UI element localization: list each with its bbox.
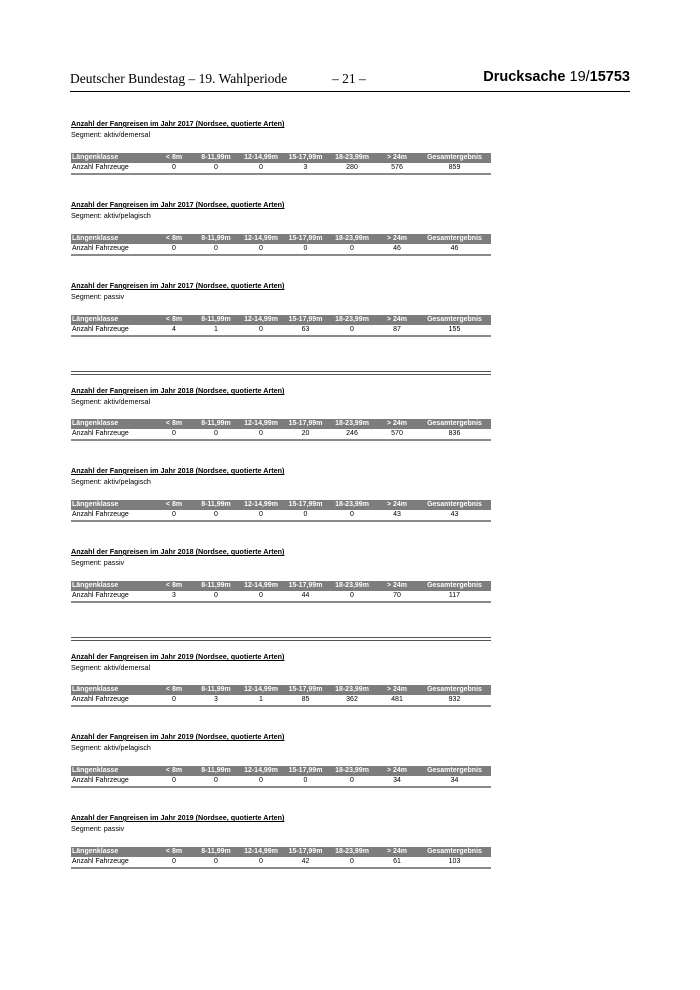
column-header: Längenklasse	[71, 315, 155, 325]
section-title: Anzahl der Fangreisen im Jahr 2018 (Nordsee, quotierte Arten)	[71, 386, 285, 395]
total-cell: 859	[418, 163, 491, 174]
value-cell: 0	[283, 510, 328, 521]
value-cell: 570	[376, 429, 418, 440]
row-label: Anzahl Fahrzeuge	[71, 325, 155, 336]
column-header: Längenklasse	[71, 234, 155, 244]
table-header-row	[71, 500, 491, 510]
header-document-label: Drucksache	[483, 69, 566, 85]
column-header: > 24m	[376, 234, 418, 244]
total-cell: 46	[418, 244, 491, 255]
column-header: 15-17,99m	[283, 315, 328, 325]
column-header: 12-14,99m	[239, 153, 283, 163]
value-cell: 0	[239, 163, 283, 174]
column-header: 12-14,99m	[239, 419, 283, 429]
table-section-2018-demersal	[71, 386, 491, 437]
column-header: 12-14,99m	[239, 685, 283, 695]
table-section-2019-pelagisch	[71, 732, 491, 784]
column-header: 12-14,99m	[239, 766, 283, 776]
table-section-2019-passiv	[71, 813, 491, 865]
section-title: Anzahl der Fangreisen im Jahr 2017 (Nordsee, quotierte Arten)	[71, 119, 285, 128]
value-cell: 0	[193, 857, 239, 868]
section-title: Anzahl der Fangreisen im Jahr 2019 (Nordsee, quotierte Arten)	[71, 813, 285, 822]
column-header: Gesamtergebnis	[418, 581, 491, 591]
section-title: Anzahl der Fangreisen im Jahr 2017 (Nordsee, quotierte Arten)	[71, 200, 285, 209]
row-label: Anzahl Fahrzeuge	[71, 163, 155, 174]
total-cell: 34	[418, 776, 491, 787]
column-header: 8-11,99m	[193, 581, 239, 591]
header-page-number: – 21 –	[332, 71, 366, 86]
value-cell: 0	[193, 510, 239, 521]
value-cell: 481	[376, 695, 418, 706]
total-cell: 836	[418, 429, 491, 440]
section-title: Anzahl der Fangreisen im Jahr 2017 (Nordsee, quotierte Arten)	[71, 281, 285, 290]
table-row	[71, 325, 491, 336]
header-document-prefix: 19/	[569, 69, 590, 85]
value-cell: 0	[239, 429, 283, 440]
table-section-2017-pelagisch	[71, 200, 491, 252]
value-cell: 34	[376, 776, 418, 787]
table-header-row	[71, 153, 491, 163]
value-cell: 4	[155, 325, 193, 336]
column-header: 8-11,99m	[193, 153, 239, 163]
column-header: Längenklasse	[71, 419, 155, 429]
value-cell: 0	[328, 510, 376, 521]
value-cell: 0	[328, 776, 376, 787]
column-header: 15-17,99m	[283, 847, 328, 857]
section-segment: Segment: aktiv/pelagisch	[71, 211, 151, 220]
value-cell: 0	[239, 244, 283, 255]
total-cell: 155	[418, 325, 491, 336]
value-cell: 46	[376, 244, 418, 255]
value-cell: 280	[328, 163, 376, 174]
value-cell: 0	[328, 325, 376, 336]
total-cell: 43	[418, 510, 491, 521]
column-header: Gesamtergebnis	[418, 419, 491, 429]
column-header: Längenklasse	[71, 500, 155, 510]
table-row	[71, 429, 491, 440]
section-title: Anzahl der Fangreisen im Jahr 2018 (Nordsee, quotierte Arten)	[71, 466, 285, 475]
row-label: Anzahl Fahrzeuge	[71, 776, 155, 787]
table-section-2018-passiv	[71, 547, 491, 599]
column-header: Längenklasse	[71, 685, 155, 695]
table-header-row	[71, 581, 491, 591]
value-cell: 1	[193, 325, 239, 336]
column-header: 12-14,99m	[239, 581, 283, 591]
table-section-2019-demersal	[71, 652, 491, 703]
value-cell: 20	[283, 429, 328, 440]
column-header: 15-17,99m	[283, 234, 328, 244]
table-header-row	[71, 419, 491, 429]
column-header: 8-11,99m	[193, 766, 239, 776]
value-cell: 0	[193, 244, 239, 255]
column-header: 15-17,99m	[283, 500, 328, 510]
data-table	[71, 766, 491, 788]
value-cell: 0	[283, 244, 328, 255]
column-header: 15-17,99m	[283, 685, 328, 695]
value-cell: 0	[283, 776, 328, 787]
column-header: 18-23,99m	[328, 685, 376, 695]
section-segment: Segment: aktiv/demersal	[71, 397, 151, 406]
section-segment: Segment: passiv	[71, 558, 125, 567]
column-header: 12-14,99m	[239, 500, 283, 510]
column-header: Gesamtergebnis	[418, 685, 491, 695]
data-table	[71, 419, 491, 441]
column-header: < 8m	[155, 419, 193, 429]
value-cell: 1	[239, 695, 283, 706]
column-header: < 8m	[155, 153, 193, 163]
year-separator	[71, 371, 491, 375]
value-cell: 0	[193, 163, 239, 174]
table-header-row	[71, 847, 491, 857]
column-header: 18-23,99m	[328, 766, 376, 776]
column-header: 15-17,99m	[283, 581, 328, 591]
total-cell: 117	[418, 591, 491, 602]
table-row	[71, 163, 491, 174]
header-publication: Deutscher Bundestag – 19. Wahlperiode	[70, 71, 288, 86]
value-cell: 0	[239, 510, 283, 521]
column-header: Gesamtergebnis	[418, 153, 491, 163]
row-label: Anzahl Fahrzeuge	[71, 244, 155, 255]
section-segment: Segment: passiv	[71, 292, 125, 301]
table-section-2017-demersal	[71, 119, 491, 171]
column-header: Längenklasse	[71, 153, 155, 163]
value-cell: 3	[155, 591, 193, 602]
column-header: < 8m	[155, 500, 193, 510]
header-document-id: 15753	[589, 69, 630, 85]
column-header: Längenklasse	[71, 581, 155, 591]
column-header: 8-11,99m	[193, 419, 239, 429]
column-header: < 8m	[155, 766, 193, 776]
table-row	[71, 510, 491, 521]
column-header: 12-14,99m	[239, 234, 283, 244]
row-label: Anzahl Fahrzeuge	[71, 695, 155, 706]
section-segment: Segment: aktiv/pelagisch	[71, 477, 151, 486]
column-header: 18-23,99m	[328, 234, 376, 244]
column-header: > 24m	[376, 315, 418, 325]
value-cell: 3	[193, 695, 239, 706]
row-label: Anzahl Fahrzeuge	[71, 510, 155, 521]
header-document-number	[483, 69, 630, 85]
column-header: 18-23,99m	[328, 847, 376, 857]
total-cell: 932	[418, 695, 491, 706]
value-cell: 0	[239, 857, 283, 868]
column-header: 8-11,99m	[193, 234, 239, 244]
row-label: Anzahl Fahrzeuge	[71, 429, 155, 440]
column-header: Gesamtergebnis	[418, 766, 491, 776]
value-cell: 0	[155, 857, 193, 868]
column-header: 15-17,99m	[283, 153, 328, 163]
value-cell: 44	[283, 591, 328, 602]
section-segment: Segment: passiv	[71, 824, 125, 833]
value-cell: 0	[193, 429, 239, 440]
value-cell: 0	[239, 591, 283, 602]
column-header: 8-11,99m	[193, 500, 239, 510]
column-header: 12-14,99m	[239, 315, 283, 325]
column-header: 18-23,99m	[328, 500, 376, 510]
row-label: Anzahl Fahrzeuge	[71, 591, 155, 602]
value-cell: 3	[283, 163, 328, 174]
value-cell: 0	[328, 857, 376, 868]
column-header: Gesamtergebnis	[418, 500, 491, 510]
column-header: 15-17,99m	[283, 419, 328, 429]
column-header: 8-11,99m	[193, 685, 239, 695]
section-title: Anzahl der Fangreisen im Jahr 2018 (Nordsee, quotierte Arten)	[71, 547, 285, 556]
year-separator	[71, 637, 491, 641]
column-header: Gesamtergebnis	[418, 234, 491, 244]
column-header: Gesamtergebnis	[418, 315, 491, 325]
value-cell: 61	[376, 857, 418, 868]
page-header	[70, 71, 630, 92]
value-cell: 85	[283, 695, 328, 706]
table-header-row	[71, 234, 491, 244]
section-title: Anzahl der Fangreisen im Jahr 2019 (Nordsee, quotierte Arten)	[71, 732, 285, 741]
data-table	[71, 500, 491, 522]
value-cell: 0	[155, 163, 193, 174]
column-header: 18-23,99m	[328, 153, 376, 163]
column-header: < 8m	[155, 685, 193, 695]
column-header: 18-23,99m	[328, 315, 376, 325]
column-header: < 8m	[155, 847, 193, 857]
table-header-row	[71, 315, 491, 325]
table-row	[71, 591, 491, 602]
data-table	[71, 153, 491, 175]
column-header: < 8m	[155, 234, 193, 244]
row-label: Anzahl Fahrzeuge	[71, 857, 155, 868]
value-cell: 70	[376, 591, 418, 602]
table-row	[71, 695, 491, 706]
table-header-row	[71, 766, 491, 776]
table-row	[71, 776, 491, 787]
column-header: 8-11,99m	[193, 315, 239, 325]
column-header: Gesamtergebnis	[418, 847, 491, 857]
value-cell: 0	[193, 776, 239, 787]
value-cell: 362	[328, 695, 376, 706]
column-header: 18-23,99m	[328, 419, 376, 429]
value-cell: 0	[193, 591, 239, 602]
value-cell: 87	[376, 325, 418, 336]
section-segment: Segment: aktiv/pelagisch	[71, 743, 151, 752]
column-header: > 24m	[376, 685, 418, 695]
column-header: 18-23,99m	[328, 581, 376, 591]
value-cell: 43	[376, 510, 418, 521]
value-cell: 0	[328, 244, 376, 255]
table-header-row	[71, 685, 491, 695]
column-header: < 8m	[155, 315, 193, 325]
column-header: > 24m	[376, 581, 418, 591]
column-header: 8-11,99m	[193, 847, 239, 857]
total-cell: 103	[418, 857, 491, 868]
column-header: 15-17,99m	[283, 766, 328, 776]
value-cell: 0	[239, 325, 283, 336]
value-cell: 0	[155, 776, 193, 787]
column-header: > 24m	[376, 847, 418, 857]
value-cell: 0	[155, 429, 193, 440]
data-table	[71, 581, 491, 603]
table-row	[71, 857, 491, 868]
value-cell: 63	[283, 325, 328, 336]
value-cell: 246	[328, 429, 376, 440]
section-segment: Segment: aktiv/demersal	[71, 663, 151, 672]
data-table	[71, 234, 491, 256]
data-table	[71, 315, 491, 337]
column-header: > 24m	[376, 500, 418, 510]
value-cell: 0	[155, 244, 193, 255]
value-cell: 576	[376, 163, 418, 174]
value-cell: 42	[283, 857, 328, 868]
column-header: > 24m	[376, 153, 418, 163]
table-section-2018-pelagisch	[71, 466, 491, 518]
column-header: Längenklasse	[71, 766, 155, 776]
table-row	[71, 244, 491, 255]
data-table	[71, 847, 491, 869]
value-cell: 0	[239, 776, 283, 787]
value-cell: 0	[328, 591, 376, 602]
section-segment: Segment: aktiv/demersal	[71, 130, 151, 139]
column-header: < 8m	[155, 581, 193, 591]
column-header: > 24m	[376, 766, 418, 776]
value-cell: 0	[155, 510, 193, 521]
data-table	[71, 685, 491, 707]
section-title: Anzahl der Fangreisen im Jahr 2019 (Nordsee, quotierte Arten)	[71, 652, 285, 661]
column-header: Längenklasse	[71, 847, 155, 857]
column-header: 12-14,99m	[239, 847, 283, 857]
value-cell: 0	[155, 695, 193, 706]
table-section-2017-passiv	[71, 281, 491, 333]
column-header: > 24m	[376, 419, 418, 429]
